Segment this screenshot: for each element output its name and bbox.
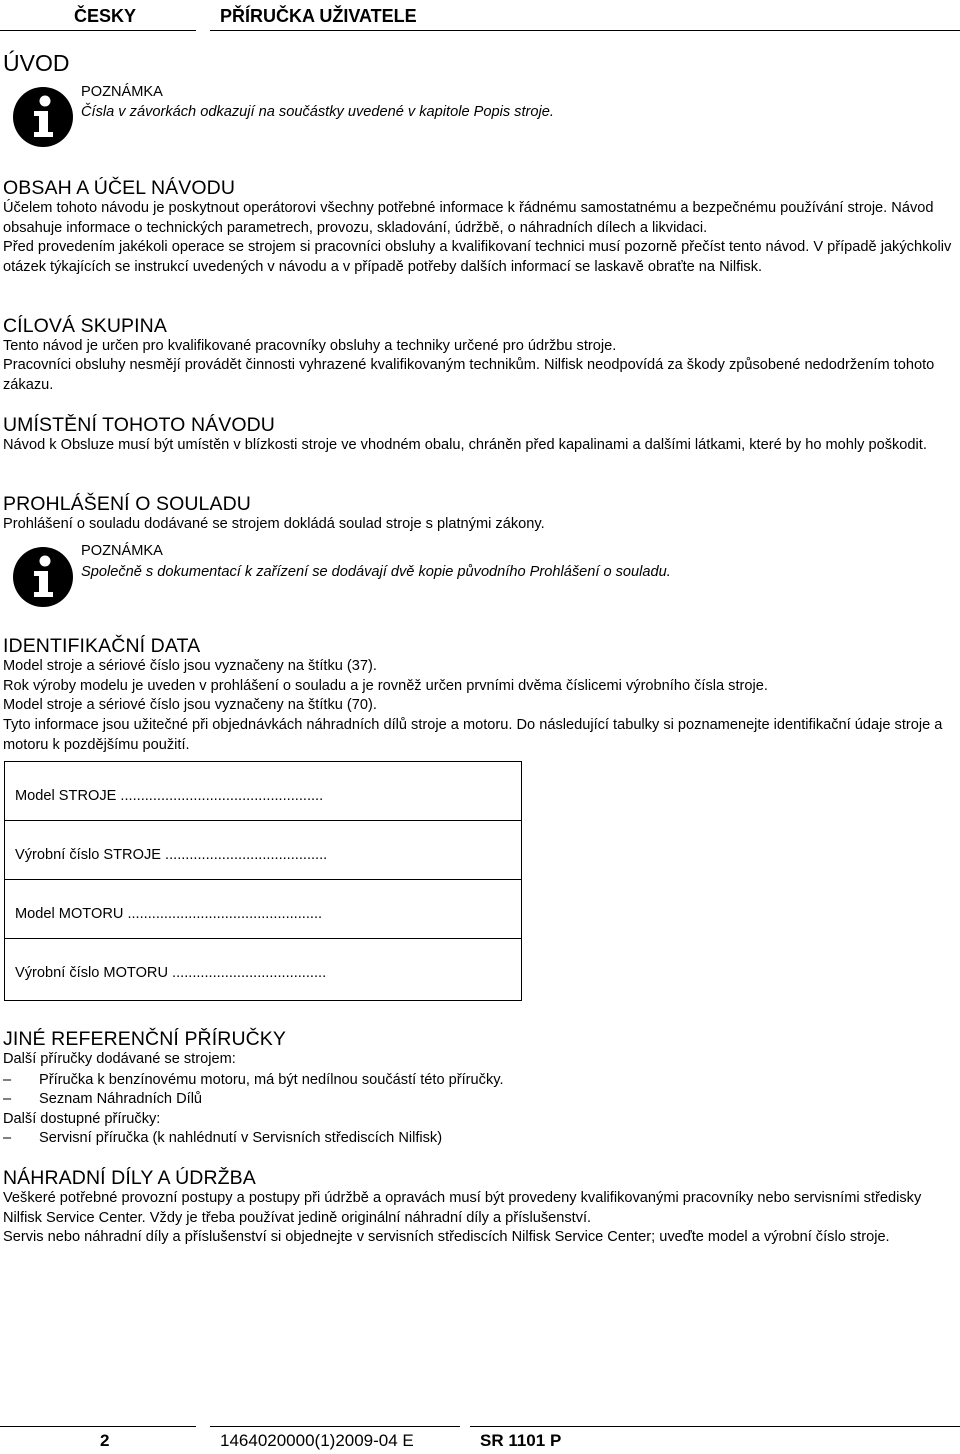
identification-table (4, 761, 522, 1001)
engine-model-field: Model MOTORU ................................................ (15, 906, 323, 922)
machine-serial-field: Výrobní číslo STROJE ........................................ (15, 847, 328, 863)
header-title-cell (210, 0, 960, 31)
machine-model: SR 1101 P (480, 1431, 562, 1450)
info-icon (12, 86, 74, 148)
note-text: Čísla v závorkách odkazují na součástky uvedené v kapitole Popis stroje. (81, 104, 554, 120)
machine-model-field: Model STROJE .................................................. (15, 788, 324, 804)
location-heading: UMÍSTĚNÍ TOHOTO NÁVODU (3, 414, 275, 436)
conformity-heading: PROHLÁŠENÍ O SOULADU (3, 493, 251, 515)
manuals-intro: Další příručky dodávané se strojem: (3, 1051, 236, 1067)
location-paragraph: Návod k Obsluze musí být umístěn v blízkosti stroje ve vhodném obalu, chráněn před kapalinami a dalšími látkami, které by ho mohly poškodit. (3, 437, 927, 453)
table-row (5, 939, 521, 997)
identification-line: Model stroje a sériové číslo jsou vyznačeny na štítku (70). (3, 697, 377, 713)
list-dash: – (3, 1072, 12, 1088)
target-paragraph-1: Tento návod je určen pro kvalifikované pracovníky obsluhy a techniky určené pro údržbu stroje. (3, 338, 617, 354)
table-row (5, 762, 521, 821)
language-label: ČESKY (74, 6, 137, 26)
target-paragraph-2: Pracovníci obsluhy nesmějí provádět činnosti vyhrazené kvalifikovaným technikům. Nilfisk neodpovídá za škody způsobené nedodržením tohoto zákazu. (3, 357, 935, 393)
footer-page-cell (0, 1426, 196, 1454)
document-title: PŘÍRUČKA UŽIVATELE (220, 6, 417, 26)
engine-serial-field: Výrobní číslo MOTORU ...................................... (15, 965, 327, 981)
identification-line: Model stroje a sériové číslo jsou vyznačeny na štítku (37). (3, 658, 377, 674)
table-row (5, 880, 521, 939)
document-code: 1464020000(1)2009-04 E (220, 1431, 414, 1450)
info-icon (12, 546, 74, 608)
identification-line: Tyto informace jsou užitečné při objednávkách náhradních dílů stroje a motoru. Do následující tabulky si poznamenejte identifikační údaje stroje a motoru k pozdějšímu použití. (3, 717, 943, 753)
purpose-paragraph-1: Účelem tohoto návodu je poskytnout operátorovi všechny potřebné informace k řádnému samostatnému a bezpečnému používání stroje. Návod obsahuje informace o technických parametrech, provozu, skladování, údržbě, o náhradních dílech a likvidaci. (3, 200, 934, 236)
list-item-text: Servisní příručka (k nahlédnutí v Servisních střediscích Nilfisk) (39, 1130, 443, 1146)
footer-model-cell (470, 1426, 960, 1454)
purpose-paragraph-2: Před provedením jakékoli operace se strojem si pracovníci obsluhy a kvalifikovaní technici musí pozorně přečíst tento návod. V případě jakýchkoliv otázek týkajících se instrukcí uvedených v návodu a v případě potřeby dalších informací se laskavě obraťte na Nilfisk. (3, 239, 952, 275)
footer-code-cell (210, 1426, 460, 1454)
conformity-paragraph: Prohlášení o souladu dodávané se strojem dokládá soulad stroje s platnými zákony. (3, 516, 545, 532)
page-number: 2 (100, 1431, 110, 1450)
list-dash: – (3, 1091, 12, 1107)
note-label: POZNÁMKA (81, 543, 163, 559)
note-label: POZNÁMKA (81, 84, 163, 100)
parts-paragraph-2: Servis nebo náhradní díly a příslušenství si objednejte v servisních střediscích Nilfisk Service Center; uveďte model a výrobní číslo stroje. (3, 1229, 890, 1245)
target-heading: CÍLOVÁ SKUPINA (3, 315, 167, 337)
identification-line: Rok výroby modelu je uveden v prohlášení o souladu a je rovněž určen prvními dvěma číslicemi výrobního čísla stroje. (3, 678, 768, 694)
manuals-heading: JINÉ REFERENČNÍ PŘÍRUČKY (3, 1028, 287, 1050)
parts-heading: NÁHRADNÍ DÍLY A ÚDRŽBA (3, 1167, 256, 1189)
purpose-heading: OBSAH A ÚČEL NÁVODU (3, 177, 235, 199)
intro-heading: ÚVOD (3, 50, 70, 76)
header-language (0, 0, 196, 31)
manuals-intro: Další dostupné příručky: (3, 1111, 161, 1127)
list-item-text: Seznam Náhradních Dílů (39, 1091, 203, 1107)
list-dash: – (3, 1130, 12, 1146)
note-text: Společně s dokumentací k zařízení se dodávají dvě kopie původního Prohlášení o souladu. (81, 564, 671, 580)
list-item-text: Příručka k benzínovému motoru, má být nedílnou součástí této příručky. (39, 1072, 504, 1088)
parts-paragraph-1: Veškeré potřebné provozní postupy a postupy při údržbě a opravách musí být provedeny kvalifikovanými pracovníky nebo servisními středisky Nilfisk Service Center. Vždy je třeba používat jedině originální náhradní díly a příslušenství. (3, 1190, 922, 1226)
identification-heading: IDENTIFIKAČNÍ DATA (3, 635, 201, 657)
table-row (5, 821, 521, 880)
